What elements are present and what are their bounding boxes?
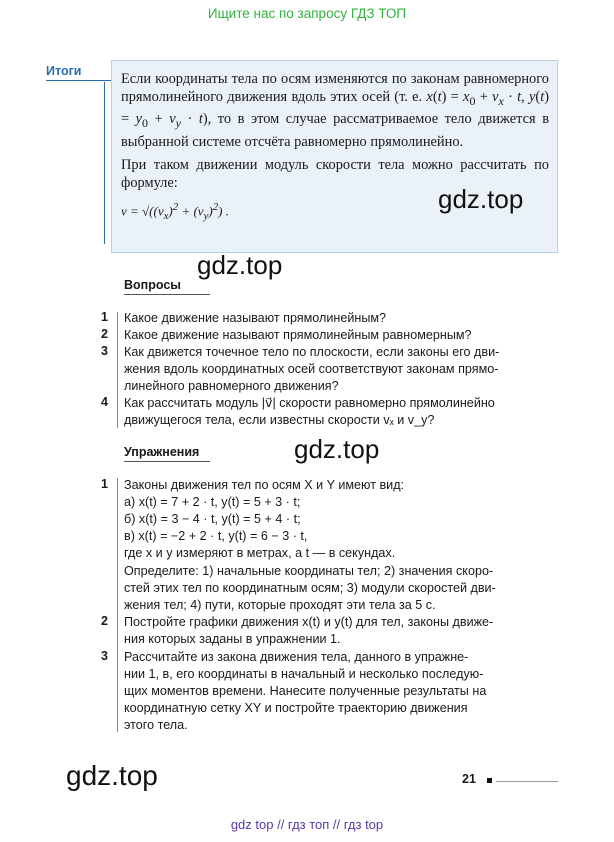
question-3-line-1: Как движется точечное тело по плоскости, если законы его дви-: [124, 345, 500, 359]
question-1: Какое движение называют прямолинейным?: [124, 311, 387, 325]
exercises-title-underline: [124, 461, 210, 462]
summary-label: Итоги: [46, 64, 82, 78]
speed-formula: $v = √((v_x)^2 + (v_y)^2)$ .: [121, 200, 229, 222]
exercise-3-line-5: этого тела.: [124, 718, 188, 732]
watermark: gdz.top: [294, 434, 380, 464]
page-rule: [496, 781, 558, 782]
exercise-3-line-3: щих моментов времени. Нанесите полученные результаты на: [124, 684, 487, 698]
question-number: 3: [101, 344, 108, 358]
questions-title: Вопросы: [124, 278, 181, 292]
exercise-1-line-2: а) x(t) = 7 + 2 · t, y(t) = 5 + 3 · t;: [124, 495, 301, 509]
summary-paragraph-1: Если координаты тела по осям изменяются по законам равномерного прямолинейного движения вдоль этих осей (т. е. $x(t) = x_0 + v_x \cdot t$, $y(t) = y_0 + v_y \cdot t$), то в этом случае рассматриваемое тело движется в выбранной системе отсчёта равномерно прямолинейно.: [121, 71, 549, 150]
exercise-1-line-4: в) x(t) = −2 + 2 · t, y(t) = 6 − 3 · t,: [124, 529, 308, 543]
question-4-line-2: движущегося тела, если известны скорости vₓ и v_y?: [124, 413, 435, 427]
exercise-1-line-5: где x и y измеряют в метрах, а t — в секундах.: [124, 546, 396, 560]
exercises-side-bar: [117, 478, 118, 732]
questions-title-underline: [124, 294, 210, 295]
question-number: 4: [101, 395, 108, 409]
watermark: gdz.top: [66, 760, 158, 791]
exercise-2-line-2: ния которых заданы в упражнении 1.: [124, 632, 341, 646]
summary-side-bar: [104, 82, 105, 244]
exercises-title: Упражнения: [124, 445, 200, 459]
exercise-1-line-7: стей этих тел по координатным осям; 3) модули скоростей дви-: [124, 581, 496, 595]
question-2: Какое движение называют прямолинейным равномерным?: [124, 328, 472, 342]
page-marker: [487, 778, 492, 783]
question-number: 1: [101, 310, 108, 324]
questions-side-bar: [117, 312, 118, 428]
watermark: gdz.top: [438, 184, 524, 214]
summary-box: [111, 60, 558, 253]
exercise-1-line-6: Определите: 1) начальные координаты тел; 2) значения скоро-: [124, 564, 494, 578]
question-number: 2: [101, 327, 108, 341]
summary-paragraph-2: При таком движении модуль скорости тела можно рассчитать по формуле:: [121, 156, 549, 192]
exercise-1-line-8: жения тел; 4) пути, которые проходят эти тела за 5 с.: [124, 598, 436, 612]
question-4-line-1: Как рассчитать модуль |v⃗| скорости равномерно прямолинейно: [124, 396, 495, 410]
exercise-1-line-1: Законы движения тел по осям X и Y имеют вид:: [124, 478, 405, 492]
exercise-number: 2: [101, 614, 108, 628]
top-banner[interactable]: Ищите нас по запросу ГДЗ ТОП: [207, 6, 407, 21]
watermark: gdz.top: [197, 250, 283, 280]
exercise-3-line-2: нии 1, в, его координаты в начальный и несколько последую-: [124, 667, 484, 681]
question-3-line-3: линейного равномерного движения?: [124, 379, 339, 393]
question-3-line-2: жения вдоль координатных осей соответствуют законам прямо-: [124, 362, 499, 376]
exercise-1-line-3: б) x(t) = 3 − 4 · t, y(t) = 5 + 4 · t;: [124, 512, 301, 526]
page-number: 21: [462, 772, 476, 786]
exercise-3-line-1: Рассчитайте из закона движения тела, данного в упражне-: [124, 650, 469, 664]
summary-label-underline: [46, 80, 112, 81]
exercise-2-line-1: Постройте графики движения x(t) и y(t) для тел, законы движе-: [124, 615, 494, 629]
exercise-3-line-4: координатную сетку XY и постройте траекторию движения: [124, 701, 468, 715]
footer-links[interactable]: gdz top // гдз топ // гдз top: [230, 817, 384, 832]
exercise-number: 1: [101, 477, 108, 491]
exercise-number: 3: [101, 649, 108, 663]
